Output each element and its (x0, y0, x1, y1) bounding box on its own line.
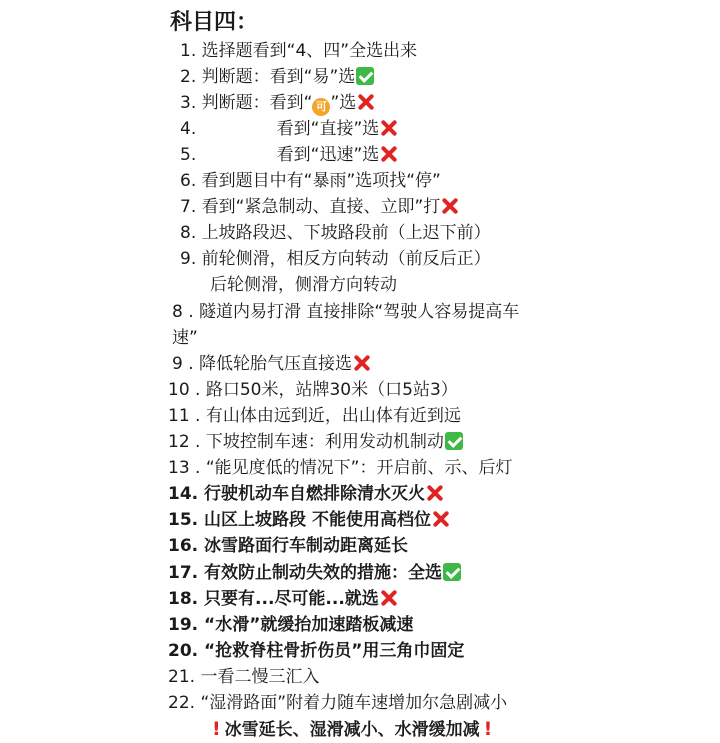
item-number: 22. (168, 693, 196, 713)
item-number: 10 . (168, 380, 201, 400)
item-text: 后轮侧滑，侧滑方向转动 (210, 275, 397, 295)
list-item (172, 299, 519, 325)
item-number: 3. (180, 93, 197, 113)
item-text: 冰雪路面行车制动距离延长 (204, 536, 409, 556)
exclamation-icon: ! (212, 718, 221, 740)
list-item (168, 560, 461, 586)
list-item (168, 481, 444, 507)
item-text: 看到“直接”选 (276, 119, 380, 139)
item-text: 选择题看到“4、四”全选出来 (201, 41, 418, 61)
list-item (168, 690, 507, 716)
cross-icon (432, 510, 450, 528)
item-number: 9 . (172, 354, 194, 374)
list-item (172, 351, 371, 377)
item-number: 19. (168, 615, 199, 635)
list-item (210, 272, 397, 298)
list-item (168, 377, 458, 403)
item-number: 13 . (168, 458, 201, 478)
item-number: 18. (168, 589, 199, 609)
check-icon (356, 67, 374, 85)
item-text: 有效防止制动失效的措施：全选 (204, 563, 443, 583)
item-text: 看到“迅速”选 (276, 145, 380, 165)
item-number: 20. (168, 641, 199, 661)
item-number: 4. (180, 119, 197, 139)
list-item (168, 586, 398, 612)
list-item (180, 220, 491, 246)
cross-icon (441, 197, 459, 215)
item-text: 山区上坡路段 不能使用高档位 (204, 510, 431, 530)
item-text: ”选 (330, 93, 357, 113)
item-number: 1. (180, 41, 197, 61)
item-number: 8 . (172, 302, 194, 322)
list-item (180, 168, 441, 194)
item-text: 下坡控制车速：利用发动机制动 (205, 432, 444, 452)
cross-icon (380, 145, 398, 163)
page-title: 科目四： (170, 10, 259, 35)
cross-icon (426, 484, 444, 502)
item-text: 只要有...尽可能...就选 (204, 589, 379, 609)
list-item (180, 64, 374, 90)
item-text: 前轮侧滑，相反方向转动（前反后正） (201, 249, 491, 269)
cross-icon (353, 354, 371, 372)
list-item (168, 507, 450, 533)
list-item (180, 194, 459, 220)
list-item (168, 429, 463, 455)
item-text: “能见度低的情况下”：开启前、示、后灯 (205, 458, 513, 478)
summary-text: 冰雪延长、湿滑减小、水滑缓加减 (224, 720, 480, 740)
item-number: 16. (168, 536, 199, 556)
item-number: 14. (168, 484, 199, 504)
coin-icon: 可 (312, 98, 330, 116)
item-number: 9. (180, 249, 197, 269)
item-text: 判断题：看到“易”选 (201, 67, 356, 87)
cross-icon (380, 119, 398, 137)
item-text: “抢救脊柱骨折伤员”用三角巾固定 (204, 641, 465, 661)
list-item (168, 638, 464, 664)
list-item (168, 533, 408, 559)
item-number: 15. (168, 510, 199, 530)
item-number: 5. (180, 145, 197, 165)
check-icon (445, 432, 463, 450)
item-text: 有山体由远到近，出山体有近到远 (205, 406, 461, 426)
item-text: “水滑”就缓抬加速踏板减速 (204, 615, 414, 635)
list-item (180, 246, 491, 272)
item-number: 21. (168, 667, 196, 687)
item-text: 看到“紧急制动、直接、立即”打 (201, 197, 441, 217)
list-item (168, 664, 319, 690)
item-number: 17. (168, 563, 199, 583)
cross-icon (380, 589, 398, 607)
list-item (180, 142, 398, 168)
list-item (172, 325, 198, 351)
item-number: 7. (180, 197, 197, 217)
list-item (180, 116, 398, 142)
item-text: 判断题：看到“ (201, 93, 313, 113)
item-text: 一看二慢三汇入 (200, 667, 320, 687)
list-item (180, 90, 375, 116)
item-number: 6. (180, 171, 197, 191)
list-item (168, 455, 512, 481)
item-number: 12 . (168, 432, 201, 452)
list-item (180, 38, 417, 64)
item-number: 11 . (168, 406, 201, 426)
item-text: “湿滑路面”附着力随车速增加尔急剧减小 (200, 693, 508, 713)
list-item (168, 403, 461, 429)
list-item (168, 612, 413, 638)
check-icon (443, 563, 461, 581)
item-text: 行驶机动车自燃排除清水灭火 (204, 484, 426, 504)
item-text: 上坡路段迟、下坡路段前（上迟下前） (201, 223, 491, 243)
item-text: 降低轮胎气压直接选 (199, 354, 353, 374)
summary-line (208, 716, 496, 743)
item-number: 8. (180, 223, 197, 243)
cross-icon (357, 93, 375, 111)
item-text: 速” (172, 328, 198, 348)
exclamation-icon: ! (483, 718, 493, 740)
item-text: 看到题目中有“暴雨”选项找“停” (201, 171, 441, 191)
item-text: 路口50米，站牌30米（口5站3） (205, 380, 458, 400)
item-text: 隧道内易打滑 直接排除“驾驶人容易提高车 (199, 302, 520, 322)
item-number: 2. (180, 67, 197, 87)
